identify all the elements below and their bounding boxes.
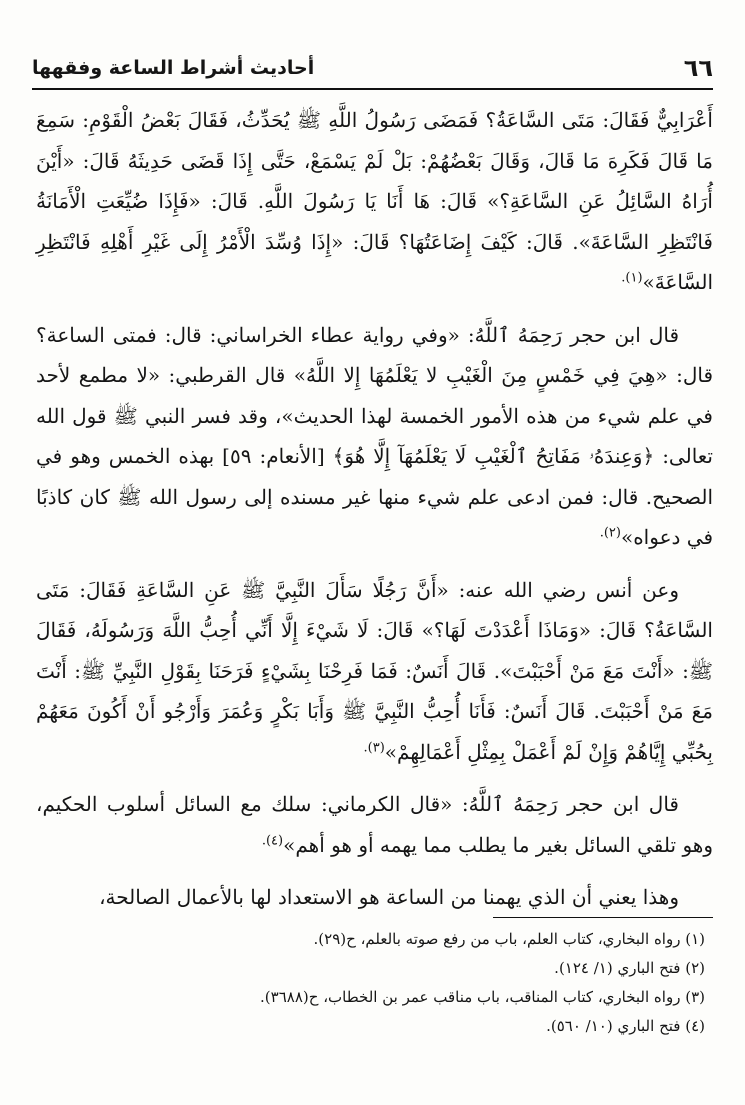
footnote-divider bbox=[493, 917, 713, 918]
paragraph bbox=[36, 315, 713, 558]
footnote-marker: (٢). bbox=[599, 525, 621, 541]
footnote-marker: (٤). bbox=[261, 832, 284, 848]
header-divider bbox=[32, 88, 713, 90]
footnote: (٣) رواه البخاري، كتاب المناقب، باب مناقب عمر بن الخطاب، ح(٣٦٨٨). bbox=[260, 988, 705, 1006]
paragraph-text: وعن أنس رضي الله عنه: «أَنَّ رَجُلًا سَأَلَ النَّبِيَّ ﷺ عَنِ السَّاعَةِ فَقَالَ: مَتَى السَّاعَةُ؟ قَالَ: «وَمَاذَا أَعْدَدْتَ لَهَا؟» قَالَ: لَا شَيْءَ إِلَّا أَنِّي أُحِبُّ اللَّهَ وَرَسُولَهُ، فَقَالَ ﷺ: «أَنْتَ مَعَ مَنْ أَحْبَبْتَ». قَالَ أَنَسٌ: فَمَا فَرِحْنَا بِشَيْءٍ فَرَحَنَا بِقَوْلِ النَّبِيِّ ﷺ: أَنْتَ مَعَ مَنْ أَحْبَبْتَ. قَالَ أَنَسٌ: فَأَنَا أُحِبُّ النَّبِيَّ ﷺ وَأَبَا بَكْرٍ وَعُمَرَ وَأَرْجُو أَنْ أَكُونَ مَعَهُمْ بِحُبِّي إِيَّاهُمْ وَإِنْ لَمْ أَعْمَلْ بِمِثْلِ أَعْمَالِهِمْ» bbox=[36, 577, 713, 764]
footnotes bbox=[36, 925, 705, 1041]
footnote: (١) رواه البخاري، كتاب العلم، باب من رفع صوته بالعلم، ح(٢٩). bbox=[313, 930, 705, 948]
paragraph-text: قال ابن حجر رَحِمَهُ ٱللَّهُ: «وفي رواية عطاء الخراساني: قال: فمتى الساعة؟ قال: «هِيَ فِي خَمْسٍ مِنَ الْغَيْبِ لا يَعْلَمُهَا إِلا اللَّهُ» قال القرطبي: «لا مطمع لأحد في علم شيء من هذه الأمور الخمسة لهذا الحديث»، وقد فسر النبي ﷺ قول الله تعالى: ﴿وَعِندَهُۥ مَفَاتِحُ ٱلْغَيْبِ لَا يَعْلَمُهَآ إِلَّا هُوَ﴾ [الأنعام: ٥٩] بهذه الخمس وهو في الصحيح. قال: فمن ادعى علم شيء منها غير مسنده إلى رسول الله ﷺ كان كاذبًا في دعواه» bbox=[36, 322, 714, 549]
footnote: (٢) فتح الباري (١/ ١٢٤). bbox=[554, 959, 705, 977]
paragraph bbox=[36, 877, 713, 918]
paragraph-text: قال ابن حجر رَحِمَهُ ٱللَّهُ: «قال الكرماني: سلك مع السائل أسلوب الحكيم، وهو تلقي السائل بغير ما يطلب مما يهمه أو هو أهم» bbox=[36, 792, 713, 857]
main-text bbox=[36, 100, 713, 930]
paragraph-text: وهذا يعني أن الذي يهمنا من الساعة هو الاستعداد لها بالأعمال الصالحة، bbox=[99, 885, 679, 909]
page-header bbox=[32, 50, 713, 86]
footnote-marker: (١). bbox=[621, 270, 643, 286]
footnote-marker: (٣). bbox=[363, 739, 385, 755]
paragraph bbox=[36, 100, 713, 303]
paragraph bbox=[36, 570, 713, 773]
footnote: (٤) فتح الباري (١٠/ ٥٦٠). bbox=[546, 1017, 705, 1035]
page-number: ٦٦ bbox=[683, 54, 713, 82]
paragraph-text: أَعْرَابِيٌّ فَقَالَ: مَتَى السَّاعَةُ؟ فَمَضَى رَسُولُ اللَّهِ ﷺ يُحَدِّثُ، فَقَالَ بَعْضُ الْقَوْمِ: سَمِعَ مَا قَالَ فَكَرِهَ مَا قَالَ، وَقَالَ بَعْضُهُمْ: بَلْ لَمْ يَسْمَعْ، حَتَّى إِذَا قَضَى حَدِيثَهُ قَالَ: «أَيْنَ أُرَاهُ السَّائِلُ عَنِ السَّاعَةِ؟» قَالَ: هَا أَنَا يَا رَسُولَ اللَّهِ. قَالَ: «فَإِذَا ضُيِّعَتِ الْأَمَانَةُ فَانْتَظِرِ السَّاعَةَ». قَالَ: كَيْفَ إِضَاعَتُهَا؟ قَالَ: «إِذَا وُسِّدَ الْأَمْرُ إِلَى غَيْرِ أَهْلِهِ فَانْتَظِرِ السَّاعَةَ» bbox=[36, 108, 713, 294]
paragraph bbox=[36, 784, 713, 865]
running-title: أحاديث أشراط الساعة وفقهها bbox=[32, 57, 315, 79]
